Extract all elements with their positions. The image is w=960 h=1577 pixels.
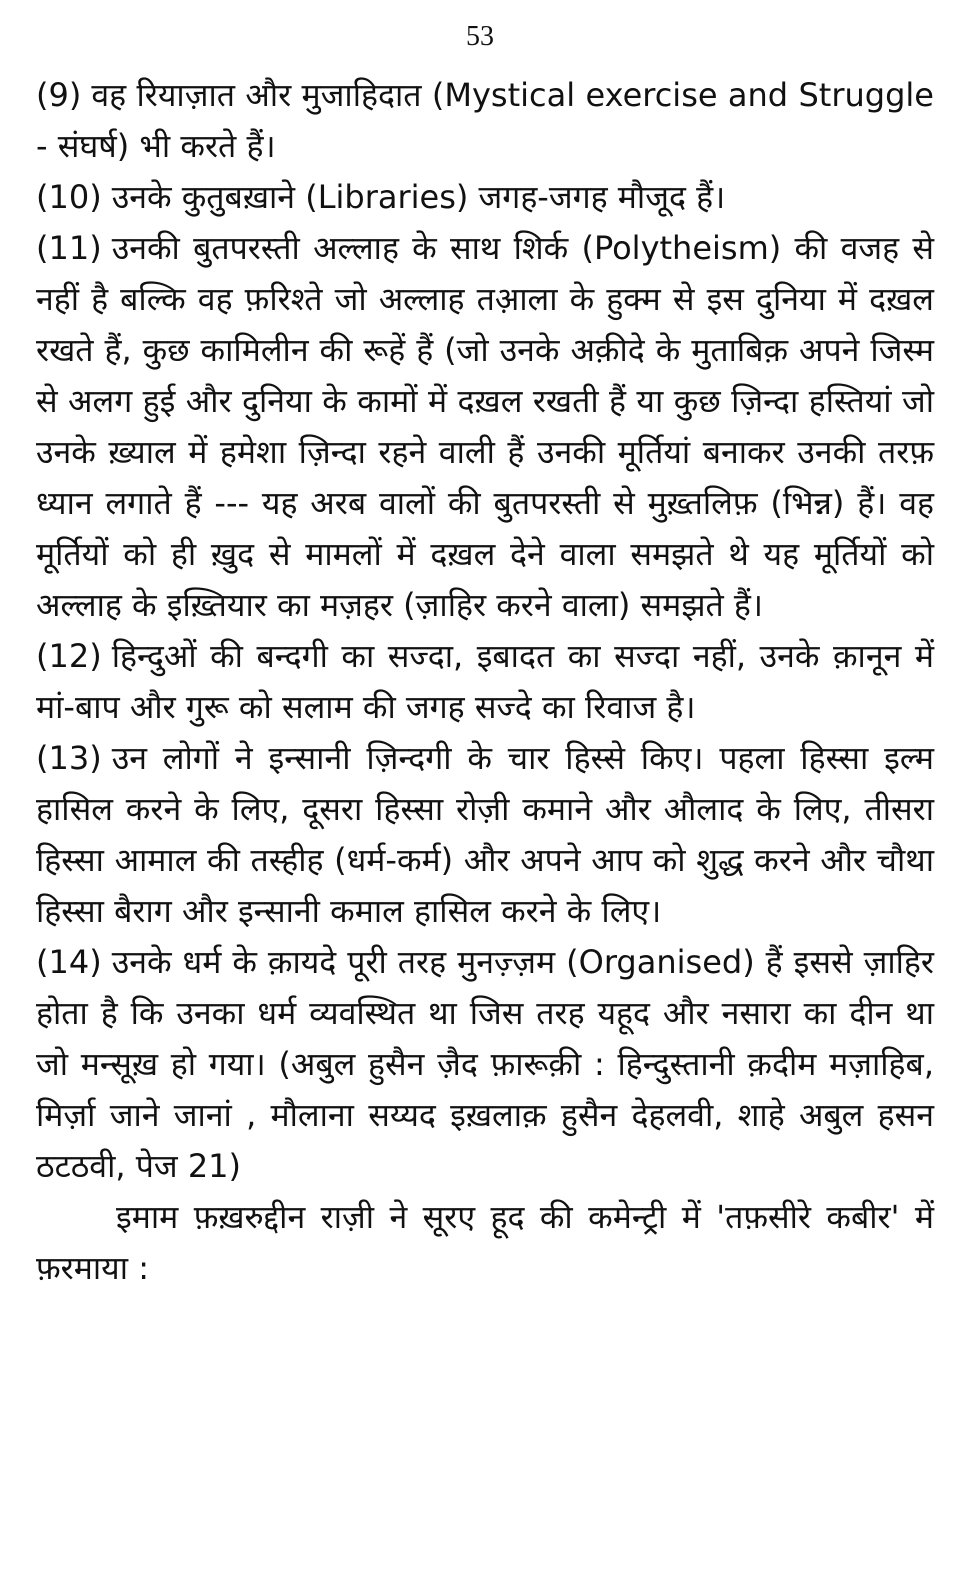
paragraph-number: (12) <box>36 637 102 675</box>
paragraph-number: (11) <box>36 229 102 267</box>
paragraph-text: उनके कुतुबख़ाने (Libraries) जगह-जगह मौजूद हैं। <box>111 178 726 216</box>
paragraph-closing <box>36 1192 934 1294</box>
paragraph-text: इमाम फ़ख़रुद्दीन राज़ी ने सूरए हूद की कमेन्ट्री में 'तफ़सीरे कबीर' में फ़रमाया : <box>36 1198 934 1287</box>
paragraph-9 <box>36 70 934 172</box>
paragraph-text: उनके धर्म के क़ायदे पूरी तरह मुनज़्ज़म (Organised) हैं इससे ज़ाहिर होता है कि उनका धर्म व्यवस्थित था जिस तरह यहूद और नसारा का दीन था जो मन्सूख़ हो गया। (अबुल हुसैन ज़ैद फ़ारूक़ी : हिन्दुस्तानी क़दीम मज़ाहिब, मिर्ज़ा जाने जानां , मौलाना सय्यद इख़लाक़ हुसैन देहलवी, शाहे अबुल हसन ठटठवी, पेज 21) <box>36 943 934 1185</box>
paragraph-number: (10) <box>36 178 102 216</box>
page-number: 53 <box>466 21 494 52</box>
paragraph-number: (13) <box>36 739 102 777</box>
paragraph-text: उन लोगों ने इन्सानी ज़िन्दगी के चार हिस्से किए। पहला हिस्सा इल्म हासिल करने के लिए, दूसरा हिस्सा रोज़ी कमाने और औलाद के लिए, तीसरा हिस्सा आमाल की तस्हीह (धर्म-कर्म) और अपने आप को शुद्ध करने और चौथा हिस्सा बैराग और इन्सानी कमाल हासिल करने के लिए। <box>36 739 934 930</box>
paragraph-number: (14) <box>36 943 102 981</box>
paragraph-text: उनकी बुतपरस्ती अल्लाह के साथ शिर्क (Polytheism) की वजह से नहीं है बल्कि वह फ़रिश्ते जो अल्लाह तआ़ला के हुक्म से इस दुनिया में दख़ल रखते हैं, कुछ कामिलीन की रूहें हैं (जो उनके अक़ीदे के मुताबिक़ अपने जिस्म से अलग हुई और दुनिया के कामों में दख़ल रखती हैं या कुछ ज़िन्दा हस्तियां जो उनके ख़्याल में हमेशा ज़िन्दा रहने वाली हैं उनकी मूर्तियां बनाकर उनकी तरफ़ ध्यान लगाते हैं --- यह अरब वालों की बुतपरस्ती से मुख़्तलिफ़ (भिन्न) हैं। वह मूर्तियों को ही ख़ुद से मामलों में दख़ल देने वाला समझते थे यह मूर्तियों को अल्लाह के इख़्तियार का मज़हर (ज़ाहिर करने वाला) समझते हैं। <box>36 229 934 624</box>
paragraph-11 <box>36 223 934 631</box>
paragraph-10 <box>36 172 934 223</box>
paragraph-14 <box>36 937 934 1192</box>
paragraph-13 <box>36 733 934 937</box>
paragraph-number: (9) <box>36 76 82 114</box>
body-text <box>36 70 934 1294</box>
paragraph-text: हिन्दुओं की बन्दगी का सज्दा, इबादत का सज्दा नहीं, उनके क़ानून में मां-बाप और गुरू को सलाम की जगह सज्दे का रिवाज है। <box>36 637 934 726</box>
paragraph-12 <box>36 631 934 733</box>
paragraph-text: वह रियाज़ात और मुजाहिदात (Mystical exercise and Struggle - संघर्ष) भी करते हैं। <box>36 76 934 165</box>
